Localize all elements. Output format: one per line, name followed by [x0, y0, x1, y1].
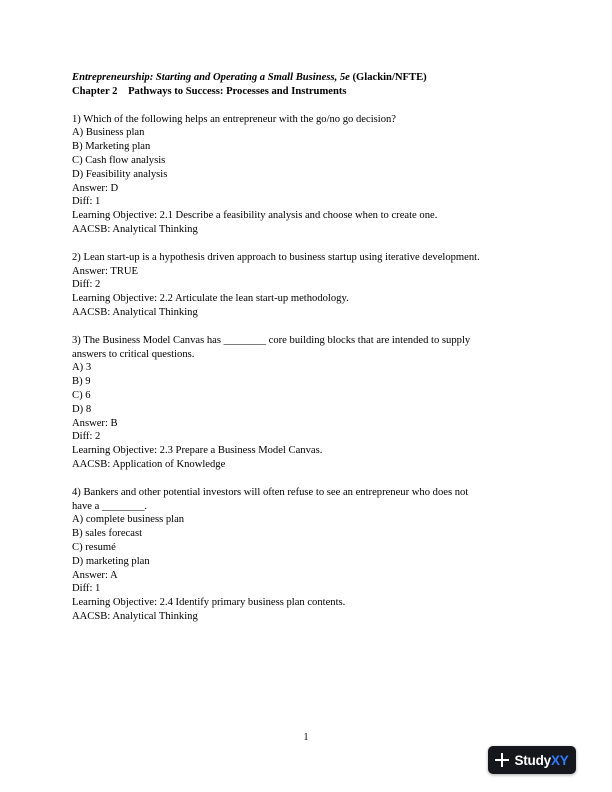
question-stem: 4) Bankers and other potential investors will often refuse to see an entrepreneur who does not [72, 486, 469, 498]
document-body [72, 71, 542, 624]
learning-objective: Learning Objective: 2.2 Articulate the lean start-up methodology. [72, 293, 349, 305]
aacsb-tag: AACSB: Application of Knowledge [72, 458, 226, 470]
chapter-heading [72, 85, 542, 99]
difficulty: Diff: 1 [72, 196, 101, 208]
chapter-title: Pathways to Success: Processes and Instruments [128, 85, 347, 97]
answer-option: A) Business plan [72, 127, 145, 139]
question-stem: 3) The Business Model Canvas has ________ core building blocks that are intended to supply [72, 334, 471, 346]
chapter-number: Chapter 2 [72, 85, 118, 97]
question-2 [72, 251, 542, 320]
difficulty: Diff: 1 [72, 583, 101, 595]
learning-objective: Learning Objective: 2.3 Prepare a Business Model Canvas. [72, 445, 323, 457]
book-authors: (Glackin/NFTE) [352, 72, 427, 83]
difficulty: Diff: 2 [72, 279, 101, 291]
studyxy-brand-badge[interactable] [488, 746, 576, 774]
question-stem-continued: have a ________. [72, 500, 148, 512]
question-4 [72, 486, 542, 624]
answer-key: Answer: A [72, 569, 118, 581]
question-3 [72, 334, 542, 472]
aacsb-tag: AACSB: Analytical Thinking [72, 610, 198, 622]
brand-name: Study [514, 752, 551, 768]
answer-option: C) Cash flow analysis [72, 154, 166, 166]
question-stem: 2) Lean start-up is a hypothesis driven approach to business startup using iterative development. [72, 251, 480, 263]
brand-wordmark [514, 753, 568, 768]
question-stem: 1) Which of the following helps an entrepreneur with the go/no go decision? [72, 113, 397, 125]
answer-option: A) 3 [72, 362, 92, 374]
brand-suffix: XY [550, 752, 569, 768]
answer-option: B) Marketing plan [72, 141, 151, 153]
learning-objective: Learning Objective: 2.1 Describe a feasibility analysis and choose when to create one. [72, 210, 438, 222]
answer-key: Answer: TRUE [72, 265, 139, 277]
page-number: 1 [303, 732, 309, 743]
question-1 [72, 113, 542, 237]
answer-key: Answer: D [72, 182, 119, 194]
answer-option: C) resumé [72, 541, 116, 553]
answer-option: B) 9 [72, 376, 91, 388]
difficulty: Diff: 2 [72, 431, 101, 443]
answer-option: D) 8 [72, 403, 92, 415]
answer-option: C) 6 [72, 389, 91, 401]
answer-option: B) sales forecast [72, 528, 143, 540]
answer-option: D) Feasibility analysis [72, 168, 168, 180]
book-title: Entrepreneurship: Starting and Operating a Small Business, 5e [72, 72, 350, 83]
aacsb-tag: AACSB: Analytical Thinking [72, 306, 198, 318]
answer-key: Answer: B [72, 417, 118, 429]
book-header [72, 71, 542, 85]
answer-option: A) complete business plan [72, 514, 185, 526]
answer-option: D) marketing plan [72, 555, 150, 567]
question-stem-continued: answers to critical questions. [72, 348, 195, 360]
aacsb-tag: AACSB: Analytical Thinking [72, 223, 198, 235]
learning-objective: Learning Objective: 2.4 Identify primary business plan contents. [72, 597, 346, 609]
plus-icon [495, 753, 509, 767]
